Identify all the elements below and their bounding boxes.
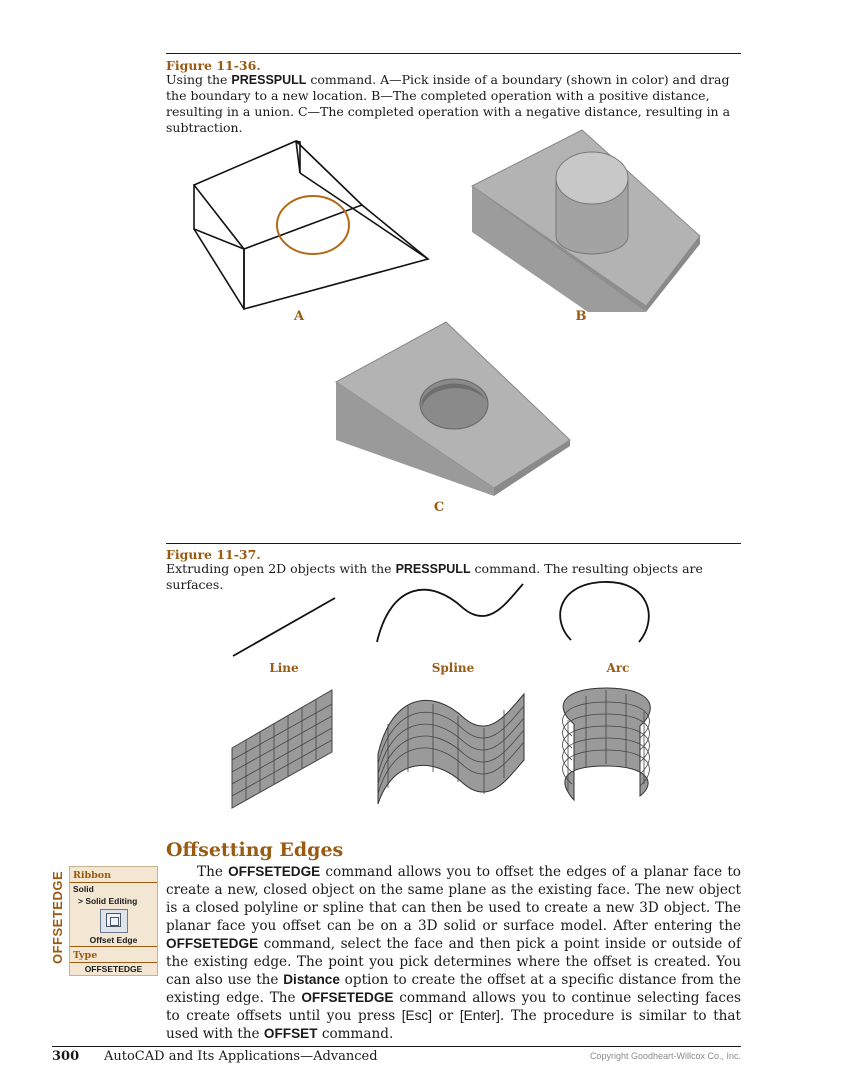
- extruded-surfaces: [228, 684, 668, 812]
- ribbon-header: Ribbon: [70, 867, 157, 883]
- figure-11-37-caption: Extruding open 2D objects with the PRESSPULL command. The resulting objects are surfaces.: [166, 561, 703, 592]
- type-command: OFFSETEDGE: [84, 964, 143, 974]
- figure-top-rule: [166, 53, 741, 54]
- solid-editing-panel: > Solid Editing: [78, 896, 138, 906]
- offset-edge-icon: [100, 909, 128, 933]
- label-a: A: [293, 309, 305, 324]
- figure-37-top-rule: [166, 543, 741, 544]
- figure-11-36-title: Figure 11-36.: [166, 58, 261, 73]
- spline-surface: [378, 694, 524, 804]
- wireframe-drawing-a: [188, 135, 438, 315]
- book-title: AutoCAD and Its Applications—Advanced: [104, 1049, 378, 1064]
- solid-drawing-b: [470, 124, 714, 312]
- type-header: Type: [70, 946, 157, 963]
- solid-drawing-c: [334, 320, 572, 496]
- label-spline: Spline: [431, 661, 475, 675]
- sidebar-vertical-label: OFFSETEDGE: [50, 870, 65, 964]
- spline-object: [377, 584, 523, 642]
- presspull-command: PRESSPULL: [231, 73, 307, 87]
- footer-rule: [52, 1046, 741, 1047]
- label-b: B: [575, 309, 587, 324]
- section-paragraph: The OFFSETEDGE command allows you to offset the edges of a planar face to create a new, closed object on the same plane as the existing face. The new object is a closed polyline or spline that can then be used to create a new 3D object. The planar face you offset can be on a 3D solid or surface model. After entering the OFFSETEDGE command, select the face and then pick a point inside or outside of the existing edge. The point you pick determines where the offset is created. You can also use the Distance option to create the offset at a specific distance from the existing edge. The OFFSETEDGE command allows you to continue selecting faces to create offsets until you press [Esc] or [Enter]. The procedure is similar to that used with the OFFSET command.: [166, 864, 741, 1042]
- solid-tab: Solid: [73, 884, 94, 894]
- label-c: C: [433, 500, 445, 515]
- presspull-command: PRESSPULL: [395, 562, 471, 576]
- command-access-box: [69, 866, 158, 976]
- boundary-ellipse: [277, 196, 349, 254]
- offset-edge-label: Offset Edge: [89, 935, 138, 945]
- label-line: Line: [269, 661, 299, 675]
- open-2d-objects: [225, 580, 655, 660]
- section-heading: Offsetting Edges: [166, 839, 344, 861]
- label-arc: Arc: [606, 661, 630, 675]
- figure-11-37-title: Figure 11-37.: [166, 547, 261, 562]
- page-number: 300: [52, 1049, 80, 1064]
- copyright: Copyright Goodheart-Willcox Co., Inc.: [589, 1051, 741, 1061]
- arc-surface: [563, 688, 651, 800]
- line-surface: [232, 690, 332, 808]
- figure-11-36-caption: Using the PRESSPULL command. A—Pick inside of a boundary (shown in color) and drag the boundary to a new location. B—The completed operation with a positive distance, resulting in a union. C—The completed operation with a negative distance, resulting in a subtraction.: [166, 72, 731, 135]
- arc-object: [560, 582, 649, 642]
- line-object: [233, 598, 335, 656]
